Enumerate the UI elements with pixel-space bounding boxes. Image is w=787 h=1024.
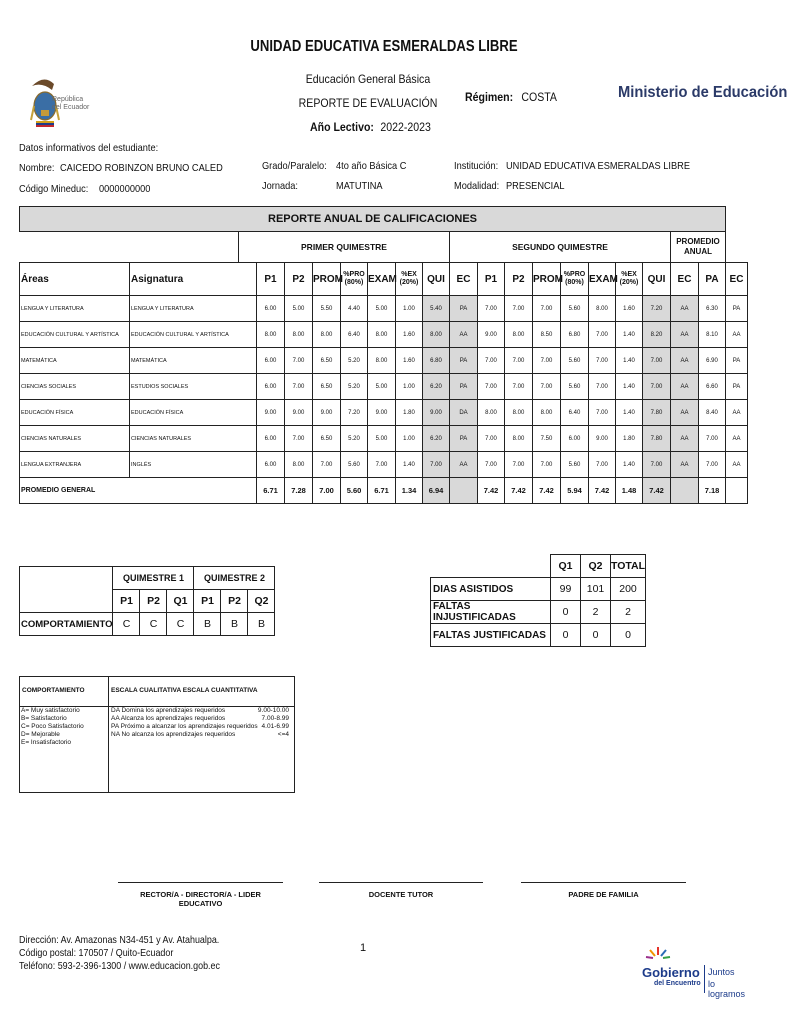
grade-row [20,426,748,452]
attendance-table [430,554,646,647]
gobierno-star-icon [642,945,674,967]
gov-text-1: Gobierno [642,965,700,980]
q1-col-header: %EX (20%) [396,263,423,296]
subject-cell: EDUCACIÓN FÍSICA [130,400,257,426]
subject-cell: MATEMÁTICA [130,348,257,374]
annual-grade-cell: 6.30 [699,296,726,322]
area-cell: CIENCIAS NATURALES [20,426,130,452]
q1-grade-cell: 5.20 [341,348,368,374]
grade-row [20,400,748,426]
attendance-row [431,624,646,647]
q2-grade-cell: 7.00 [589,452,616,478]
q1-grade-cell: 6.50 [313,374,341,400]
subject-cell: ESTUDIOS SOCIALES [130,374,257,400]
q2-grade-cell: 5.60 [561,374,589,400]
institution-label: Institución: [454,160,499,172]
q1-grade-cell: AA [450,322,478,348]
q2-grade-cell: 7.00 [505,452,533,478]
q2-col-header: EXAM [589,263,616,296]
q1-grade-cell: 8.00 [423,322,450,348]
tutor-signature-line [319,882,483,883]
behavior-value: C [113,613,140,636]
behavior-value: B [221,613,248,636]
behavior-q2-header: QUIMESTRE 2 [194,567,275,590]
legend-header [20,677,294,707]
q1-col-header: P2 [285,263,313,296]
q2-grade-cell: 1.40 [616,322,643,348]
q2-grade-cell: 7.00 [505,348,533,374]
q2-grade-cell: 8.00 [505,322,533,348]
q1-grade-cell: 6.20 [423,374,450,400]
legend-behavior-item: A= Muy satisfactorio [21,707,80,714]
q1-col-header: P1 [257,263,285,296]
q2-grade-cell: 6.40 [561,400,589,426]
annual-grade-cell: PA [726,296,748,322]
q2-grade-cell: 1.60 [616,296,643,322]
gov-text-3: Juntos [708,967,735,977]
legend-scale-range: 7.00-8.99 [261,715,289,722]
col-subject: Asignatura [130,263,257,296]
q1-grade-cell: 8.00 [257,322,285,348]
q2-grade-cell: 7.20 [643,296,671,322]
grade-value: 4to año Básica C [336,160,407,172]
q2-average-cell: 1.48 [616,478,643,504]
q1-grade-cell: 1.60 [396,348,423,374]
annual-grade-cell: 6.90 [699,348,726,374]
q2-average-cell: 7.42 [533,478,561,504]
grades-table [19,206,748,504]
q1-grade-cell: 9.00 [313,400,341,426]
annual-grade-cell: 7.00 [699,452,726,478]
q2-grade-cell: 8.00 [505,426,533,452]
parent-signature-label: PADRE DE FAMILIA [568,890,639,899]
behavior-col-header: P2 [140,590,167,613]
student-info-label: Datos informativos del estudiante: [19,142,159,154]
q2-header: SEGUNDO QUIMESTRE [450,232,671,263]
q2-grade-cell: 7.00 [533,348,561,374]
grade-row [20,296,748,322]
annual-header: PROMEDIO ANUAL [671,232,726,263]
q1-grade-cell: 7.00 [368,452,396,478]
q2-grade-cell: 7.00 [533,296,561,322]
attendance-col-header: Q1 [551,555,581,578]
name-label: Nombre: [19,162,55,174]
legend-box [19,676,295,793]
q2-grade-cell: AA [671,400,699,426]
annual-grade-cell: AA [726,322,748,348]
year-value: 2022-2023 [380,120,431,134]
attendance-value: 0 [581,624,611,647]
behavior-col-header: P1 [194,590,221,613]
q1-grade-cell: 6.40 [341,322,368,348]
annual-grade-cell: AA [726,452,748,478]
behavior-value: B [194,613,221,636]
attendance-value: 2 [611,601,646,624]
q2-grade-cell: 1.80 [616,426,643,452]
q1-col-header: PROM [313,263,341,296]
q2-grade-cell: 7.00 [643,452,671,478]
attendance-col-header: Q2 [581,555,611,578]
q1-grade-cell: 6.50 [313,426,341,452]
q1-col-header: EXAM [368,263,396,296]
ministry-logo-text: Ministerio de Educación [618,84,787,101]
q2-grade-cell: 1.40 [616,400,643,426]
area-cell: MATEMÁTICA [20,348,130,374]
q1-grade-cell: 9.00 [423,400,450,426]
behavior-corner [20,567,113,613]
q2-grade-cell: AA [671,322,699,348]
attendance-corner [431,555,551,578]
subject-cell: LENGUA Y LITERATURA [130,296,257,322]
q2-grade-cell: 9.00 [478,322,505,348]
q1-grade-cell: 7.00 [285,374,313,400]
q1-grade-cell: PA [450,296,478,322]
q1-grade-cell: 4.40 [341,296,368,322]
q2-average-cell: 7.42 [478,478,505,504]
seal-text-2: del Ecuador [52,104,90,111]
q1-average-cell: 1.34 [396,478,423,504]
q2-average-cell: 7.42 [589,478,616,504]
footer-phone: Teléfono: 593-2-396-1300 / www.educacion.gob.ec [19,960,220,972]
legend-behavior-item: B= Satisfactorio [21,715,67,722]
q1-grade-cell: 6.00 [257,374,285,400]
attendance-value: 101 [581,578,611,601]
legend-behavior-item: E= Insatisfactorio [21,739,72,746]
annual-col-header: PA [699,263,726,296]
annual-grade-cell: AA [726,400,748,426]
q1-grade-cell: DA [450,400,478,426]
q2-col-header: PROM [533,263,561,296]
annual-grade-cell: 7.00 [699,426,726,452]
behavior-value: C [167,613,194,636]
attendance-row-label: DIAS ASISTIDOS [431,578,551,601]
q2-grade-cell: 5.60 [561,348,589,374]
attendance-row-label: FALTAS JUSTIFICADAS [431,624,551,647]
modality-value: PRESENCIAL [506,180,565,192]
q2-col-header: %PRO (80%) [561,263,589,296]
q2-grade-cell: 5.60 [561,452,589,478]
q2-average-cell: 7.42 [505,478,533,504]
attendance-col-header: TOTAL [611,555,646,578]
q2-grade-cell: 7.00 [589,374,616,400]
q1-grade-cell: 9.00 [285,400,313,426]
page-number: 1 [360,942,367,954]
q1-grade-cell: 7.00 [313,452,341,478]
q1-header: PRIMER QUIMESTRE [239,232,450,263]
shift-label: Jornada: [262,180,298,192]
annual-grade-cell: PA [726,374,748,400]
gobierno-logo [640,945,750,997]
legend-scale-range: 9.00-10.00 [257,707,289,714]
q1-average-cell: 7.28 [285,478,313,504]
legend-scale-item: DA Domina los aprendizajes requeridos [111,707,226,714]
average-label: PROMEDIO GENERAL [20,478,257,504]
grades-blank-corner [20,232,239,263]
q2-grade-cell: 8.20 [643,322,671,348]
q2-grade-cell: 7.00 [643,348,671,374]
attendance-row [431,578,646,601]
q2-grade-cell: 9.00 [589,426,616,452]
q2-grade-cell: 8.00 [589,296,616,322]
institution-value: UNIDAD EDUCATIVA ESMERALDAS LIBRE [506,160,690,172]
q2-grade-cell: 7.00 [589,400,616,426]
year-label: Año Lectivo: [310,120,374,134]
seal-text-1: República [52,96,84,103]
subject-cell: INGLÉS [130,452,257,478]
q1-grade-cell: 6.00 [257,348,285,374]
attendance-row-label: FALTAS INJUSTIFICADAS [431,601,551,624]
q2-grade-cell: 6.00 [561,426,589,452]
annual-average-cell: 7.18 [699,478,726,504]
legend-scale-item: AA Alcanza los aprendizajes requeridos [111,715,226,722]
annual-col-header: EC [726,263,748,296]
regime-value: COSTA [521,90,557,104]
q1-average-cell [450,478,478,504]
q2-grade-cell: AA [671,296,699,322]
shift-value: MATUTINA [336,180,383,192]
annual-grade-cell: 8.40 [699,400,726,426]
q1-grade-cell: PA [450,374,478,400]
grade-row [20,322,748,348]
q2-grade-cell: 8.00 [478,400,505,426]
code-value: 0000000000 [99,183,151,195]
q1-average-cell: 6.71 [257,478,285,504]
q1-grade-cell: 8.00 [285,452,313,478]
col-area: Áreas [20,263,130,296]
q1-grade-cell: 6.20 [423,426,450,452]
grade-row [20,348,748,374]
behavior-col-header: Q1 [167,590,194,613]
q2-average-cell: 5.94 [561,478,589,504]
behavior-value: C [140,613,167,636]
legend-scale-item: NA No alcanza los aprendizajes requeridos [111,731,236,738]
q2-grade-cell: AA [671,374,699,400]
q1-grade-cell: 1.80 [396,400,423,426]
q2-grade-cell: 7.00 [478,374,505,400]
q1-grade-cell: 7.20 [341,400,368,426]
q2-col-header: EC [671,263,699,296]
q2-grade-cell: 7.00 [589,348,616,374]
q2-grade-cell: 5.60 [561,296,589,322]
q1-grade-cell: 6.80 [423,348,450,374]
grade-label: Grado/Paralelo: [262,160,327,172]
q1-col-header: EC [450,263,478,296]
q1-grade-cell: 5.60 [341,452,368,478]
regime-label: Régimen: [465,90,514,104]
footer-address: Dirección: Av. Amazonas N34-451 y Av. Atahualpa. [19,934,220,946]
q2-col-header: P1 [478,263,505,296]
attendance-row [431,601,646,624]
q1-average-cell: 7.00 [313,478,341,504]
annual-grade-cell: AA [726,426,748,452]
q2-grade-cell: 7.00 [478,426,505,452]
q2-grade-cell: 1.40 [616,348,643,374]
q2-col-header: P2 [505,263,533,296]
area-cell: CIENCIAS SOCIALES [20,374,130,400]
q2-grade-cell: 7.00 [478,296,505,322]
subject-cell: EDUCACIÓN CULTURAL Y ARTÍSTICA [130,322,257,348]
q1-grade-cell: 5.00 [368,296,396,322]
tutor-signature-label: DOCENTE TUTOR [368,890,434,899]
behavior-col-header: P1 [113,590,140,613]
q1-col-header: QUI [423,263,450,296]
attendance-value: 2 [581,601,611,624]
gov-text-2: del Encuentro [654,980,701,987]
q2-average-cell [671,478,699,504]
legend-scale-header: ESCALA CUALITATIVA ESCALA CUANTITATIVA [111,687,258,694]
q1-grade-cell: 6.00 [257,426,285,452]
q1-grade-cell: 5.20 [341,426,368,452]
rector-signature-line [118,882,283,883]
q1-grade-cell: 6.00 [257,296,285,322]
q1-average-cell: 5.60 [341,478,368,504]
q2-grade-cell: AA [671,426,699,452]
education-level: Educación General Básica [305,72,431,86]
q1-grade-cell: 1.00 [396,374,423,400]
modality-label: Modalidad: [454,180,500,192]
legend-scale-item: PA Próximo a alcanzar los aprendizajes requeridos [111,723,258,730]
area-cell: LENGUA Y LITERATURA [20,296,130,322]
q2-grade-cell: AA [671,452,699,478]
q2-average-cell: 7.42 [643,478,671,504]
q2-grade-cell: 1.40 [616,452,643,478]
q1-grade-cell: 5.50 [313,296,341,322]
grade-row [20,374,748,400]
q2-grade-cell: 7.00 [643,374,671,400]
q2-grade-cell: 8.00 [533,400,561,426]
q1-grade-cell: 5.40 [423,296,450,322]
q1-average-cell: 6.94 [423,478,450,504]
q2-grade-cell: 7.80 [643,400,671,426]
behavior-row-label: COMPORTAMIENTO [20,613,113,636]
q2-grade-cell: 6.80 [561,322,589,348]
area-cell: EDUCACIÓN FÍSICA [20,400,130,426]
q1-grade-cell: PA [450,426,478,452]
q2-grade-cell: 7.00 [505,296,533,322]
q2-grade-cell: 7.80 [643,426,671,452]
q1-grade-cell: 5.00 [368,374,396,400]
q2-col-header: %EX (20%) [616,263,643,296]
q2-grade-cell: 7.00 [478,348,505,374]
subject-cell: CIENCIAS NATURALES [130,426,257,452]
q2-grade-cell: 7.50 [533,426,561,452]
legend-behavior-item: C= Poco Satisfactorio [21,723,84,730]
q1-grade-cell: AA [450,452,478,478]
q1-grade-cell: 8.00 [313,322,341,348]
annual-average-cell [726,478,748,504]
q1-grade-cell: 9.00 [368,400,396,426]
behavior-q1-header: QUIMESTRE 1 [113,567,194,590]
q1-grade-cell: 1.00 [396,426,423,452]
q2-grade-cell: 7.00 [589,322,616,348]
name-value: CAICEDO ROBINZON BRUNO CALED [60,162,223,174]
legend-scale-range: <=4 [277,731,289,738]
q1-grade-cell: 5.00 [368,426,396,452]
q1-grade-cell: 7.00 [285,348,313,374]
q2-grade-cell: 7.00 [505,374,533,400]
q2-grade-cell: 7.00 [533,374,561,400]
behavior-col-header: Q2 [248,590,275,613]
school-title: UNIDAD EDUCATIVA ESMERALDAS LIBRE [250,38,518,55]
q1-grade-cell: 7.00 [285,426,313,452]
q1-grade-cell: PA [450,348,478,374]
footer-address-block [19,934,220,973]
q2-grade-cell: 7.00 [533,452,561,478]
q2-grade-cell: 8.00 [505,400,533,426]
behavior-table [19,566,275,636]
q2-grade-cell: 1.40 [616,374,643,400]
gov-text-4: lo logramos [708,979,746,999]
q1-grade-cell: 7.00 [423,452,450,478]
q1-grade-cell: 1.60 [396,322,423,348]
q1-col-header: %PRO (80%) [341,263,368,296]
report-title: REPORTE DE EVALUACIÓN [298,96,438,110]
q2-col-header: QUI [643,263,671,296]
footer-postal: Código postal: 170507 / Quito-Ecuador [19,947,174,959]
q1-grade-cell: 6.00 [257,452,285,478]
attendance-value: 0 [551,624,581,647]
behavior-col-header: P2 [221,590,248,613]
parent-signature-line [521,882,686,883]
behavior-value: B [248,613,275,636]
q1-grade-cell: 1.00 [396,296,423,322]
q1-grade-cell: 8.00 [368,348,396,374]
q1-grade-cell: 8.00 [285,322,313,348]
attendance-value: 0 [611,624,646,647]
legend-behavior-header: COMPORTAMIENTO [22,687,85,694]
attendance-value: 0 [551,601,581,624]
q1-grade-cell: 8.00 [368,322,396,348]
annual-grade-cell: 6.60 [699,374,726,400]
legend-scale-range: 4.01-6.99 [261,723,289,730]
annual-grade-cell: PA [726,348,748,374]
area-cell: LENGUA EXTRANJERA [20,452,130,478]
attendance-value: 200 [611,578,646,601]
q2-grade-cell: 7.00 [478,452,505,478]
q1-grade-cell: 1.40 [396,452,423,478]
q1-grade-cell: 9.00 [257,400,285,426]
attendance-value: 99 [551,578,581,601]
q2-grade-cell: 8.50 [533,322,561,348]
q1-grade-cell: 6.50 [313,348,341,374]
q1-grade-cell: 5.20 [341,374,368,400]
grade-row [20,452,748,478]
rector-signature-label: RECTOR/A - DIRECTOR/A - LIDER EDUCATIVO [140,890,261,908]
annual-grade-cell: 8.10 [699,322,726,348]
code-label: Código Mineduc: [19,183,89,195]
q1-grade-cell: 5.00 [285,296,313,322]
area-cell: EDUCACIÓN CULTURAL Y ARTÍSTICA [20,322,130,348]
grades-banner: REPORTE ANUAL DE CALIFICACIONES [20,207,726,232]
legend-behavior-item: D= Mejorable [21,731,60,738]
q2-grade-cell: AA [671,348,699,374]
average-row [20,478,748,504]
q1-average-cell: 6.71 [368,478,396,504]
